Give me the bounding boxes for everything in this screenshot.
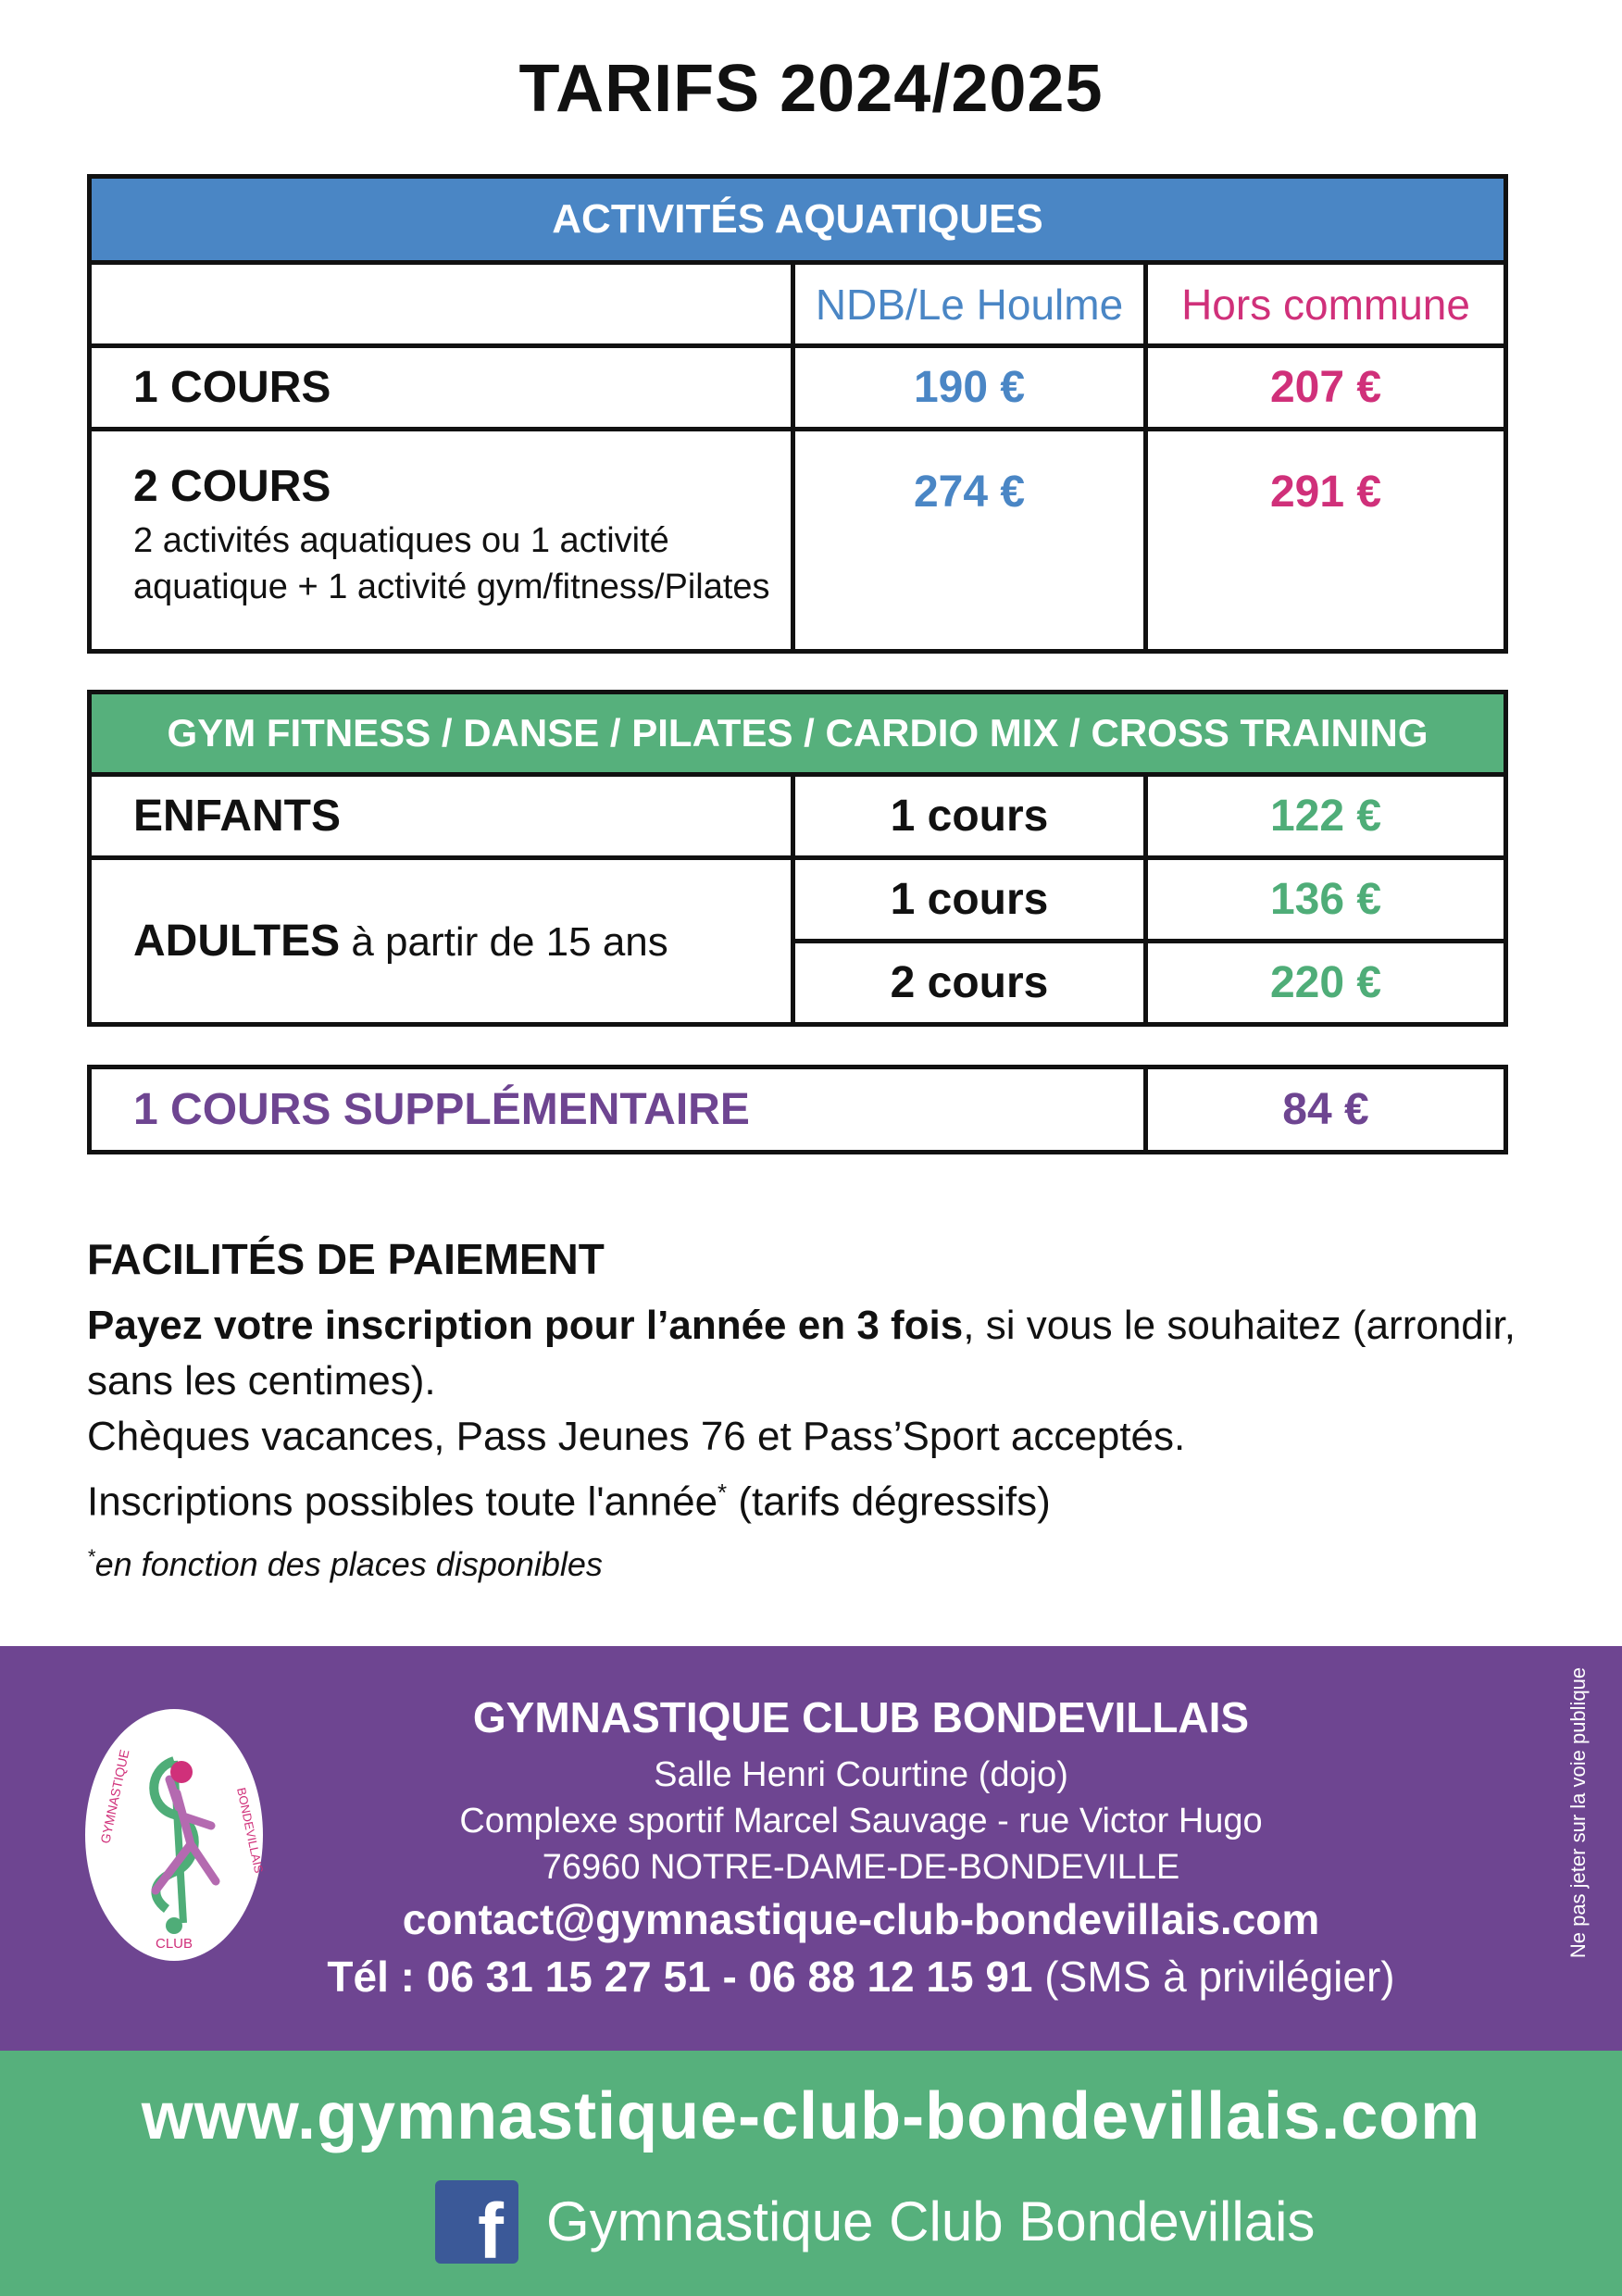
footer-band xyxy=(0,2051,1622,2296)
table-row xyxy=(90,858,1506,942)
facebook-icon-glyph: f xyxy=(478,2188,504,2264)
logo-text-left: GYMNASTIQUE xyxy=(97,1748,132,1845)
club-info-band xyxy=(0,1646,1622,2051)
table-row xyxy=(90,346,1506,430)
empty-cell xyxy=(90,263,793,346)
adults-courses: 1 cours xyxy=(793,858,1146,942)
page-title: TARIFS 2024/2025 xyxy=(518,52,1104,126)
payment-highlight: Payez votre inscription pour l’année en 3 fois xyxy=(87,1303,964,1348)
adults-price: 136 € xyxy=(1146,858,1506,942)
adults-label: ADULTES xyxy=(133,917,341,966)
aquatic-header: ACTIVITÉS AQUATIQUES xyxy=(90,177,1506,263)
adults-age: à partir de 15 ans xyxy=(340,919,668,965)
facebook-page-name[interactable]: Gymnastique Club Bondevillais xyxy=(546,2190,1316,2252)
footnote-mark: * xyxy=(87,1544,95,1568)
table-row xyxy=(90,430,1506,652)
col-outside-header: Hors commune xyxy=(1146,263,1506,346)
club-address-3: 76960 NOTRE-DAME-DE-BONDEVILLE xyxy=(542,1848,1180,1887)
logo-text-bottom: CLUB xyxy=(155,1936,193,1952)
row-detail: aquatique + 1 activité gym/fitness/Pilates xyxy=(133,568,770,606)
price-local: 190 € xyxy=(793,346,1146,430)
adults-label-cell xyxy=(90,858,793,1025)
col-local-header: NDB/Le Houlme xyxy=(793,263,1146,346)
logo-text-right: BONDEVILLAIS xyxy=(234,1786,267,1875)
side-note: Ne pas jeter sur la voie publique xyxy=(1566,1666,1590,1959)
club-address-1: Salle Henri Courtine (dojo) xyxy=(654,1755,1068,1794)
club-phone-line xyxy=(306,1952,1416,2002)
payment-note-text: en fonction des places disponibles xyxy=(94,1544,603,1583)
footnote-mark: * xyxy=(717,1479,728,1506)
club-logo-icon xyxy=(81,1705,267,1965)
club-email[interactable]: contact@gymnastique-club-bondevillais.com xyxy=(402,1895,1320,1943)
table-row xyxy=(90,1067,1506,1153)
payment-line-3-text: Inscriptions possibles toute l'année xyxy=(87,1479,718,1525)
aquatic-price-table xyxy=(87,174,1508,654)
row-detail: 2 activités aquatiques ou 1 activité xyxy=(133,521,669,560)
extra-course-table xyxy=(87,1065,1508,1154)
children-label: ENFANTS xyxy=(90,775,793,858)
children-price: 122 € xyxy=(1146,775,1506,858)
payment-line-1-rest: , si vous le souhaitez (arrondir, sans les centimes). xyxy=(87,1303,1516,1404)
gym-price-table xyxy=(87,690,1508,1027)
website-link[interactable]: www.gymnastique-club-bondevillais.com xyxy=(141,2079,1481,2153)
payment-line-2: Chèques vacances, Pass Jeunes 76 et Pass’Sport acceptés. xyxy=(87,1414,1186,1459)
club-phone[interactable]: Tél : 06 31 15 27 51 - 06 88 12 15 91 xyxy=(327,1953,1033,2001)
club-name: GYMNASTIQUE CLUB BONDEVILLAIS xyxy=(472,1693,1250,1741)
payment-section xyxy=(87,1231,1550,1591)
row-label: 2 COURS xyxy=(133,462,331,511)
children-courses: 1 cours xyxy=(793,775,1146,858)
payment-heading: FACILITÉS DE PAIEMENT xyxy=(87,1235,605,1283)
payment-line-3-rest: (tarifs dégressifs) xyxy=(727,1479,1051,1525)
price-outside: 291 € xyxy=(1146,430,1506,652)
row-label: 1 COURS xyxy=(90,346,793,430)
price-outside: 207 € xyxy=(1146,346,1506,430)
table-row xyxy=(90,775,1506,858)
extra-label: 1 COURS SUPPLÉMENTAIRE xyxy=(90,1067,1146,1153)
facebook-icon[interactable] xyxy=(435,2180,518,2264)
payment-note xyxy=(87,1530,1550,1591)
adults-courses: 2 cours xyxy=(793,942,1146,1025)
payment-line-1 xyxy=(87,1298,1550,1409)
row-label-cell xyxy=(90,430,793,652)
adults-price: 220 € xyxy=(1146,942,1506,1025)
club-phone-note: (SMS à privilégier) xyxy=(1032,1953,1395,2001)
extra-price: 84 € xyxy=(1146,1067,1506,1153)
price-local: 274 € xyxy=(793,430,1146,652)
payment-line-3 xyxy=(87,1465,1550,1530)
gym-header: GYM FITNESS / DANSE / PILATES / CARDIO MIX / CROSS TRAINING xyxy=(90,693,1506,775)
club-address-2: Complexe sportif Marcel Sauvage - rue Victor Hugo xyxy=(459,1802,1263,1841)
